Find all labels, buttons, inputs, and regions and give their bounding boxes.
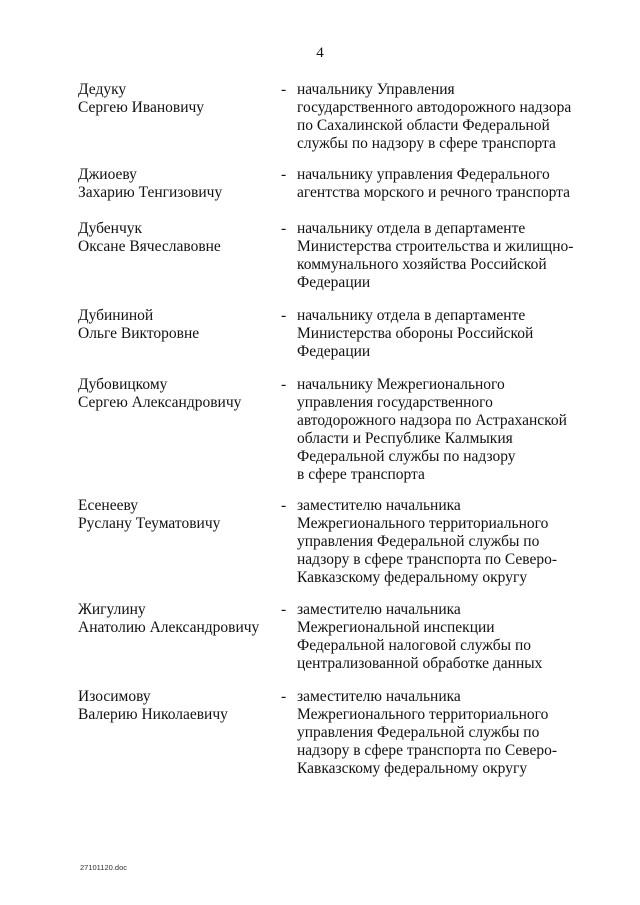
recipient-given-names: Анатолию Александровичу bbox=[78, 619, 260, 636]
position-line: начальнику Межрегионального bbox=[297, 376, 505, 393]
position-line: Федеральной службы по надзору bbox=[297, 448, 516, 465]
recipient-name bbox=[78, 81, 278, 117]
recipient-position bbox=[297, 220, 582, 292]
position-line: службы по надзору в сфере транспорта bbox=[297, 135, 556, 152]
recipient-given-names: Сергею Александровичу bbox=[78, 394, 242, 411]
position-line: Министерства строительства и жилищно- bbox=[297, 238, 574, 255]
recipient-given-names: Ольге Викторовне bbox=[78, 325, 200, 342]
position-line: начальнику Управления bbox=[297, 81, 455, 98]
recipient-name bbox=[78, 220, 278, 256]
position-line: Кавказскому федеральному округу bbox=[297, 569, 528, 586]
dash-separator: - bbox=[281, 688, 287, 705]
position-line: начальнику отдела в департаменте bbox=[297, 307, 526, 324]
recipient-surname: Джиоеву bbox=[78, 166, 137, 183]
position-line: Межрегиональной инспекции bbox=[297, 619, 495, 636]
recipient-name bbox=[78, 376, 278, 412]
document-filename: 27101120.doc bbox=[80, 863, 127, 872]
position-line: агентства морского и речного транспорта bbox=[297, 184, 571, 201]
position-line: Министерства обороны Российской bbox=[297, 325, 534, 342]
recipient-surname: Изосимову bbox=[78, 688, 151, 705]
recipient-given-names: Сергею Ивановичу bbox=[78, 99, 205, 116]
recipient-name bbox=[78, 497, 278, 533]
recipient-position bbox=[297, 497, 582, 587]
recipient-name bbox=[78, 688, 278, 724]
recipient-given-names: Захарию Тенгизовичу bbox=[78, 184, 223, 201]
position-line: заместителю начальника bbox=[297, 497, 461, 514]
dash-separator: - bbox=[281, 497, 287, 514]
position-line: начальнику отдела в департаменте bbox=[297, 220, 526, 237]
recipient-given-names: Руслану Теуматовичу bbox=[78, 515, 221, 532]
dash-separator: - bbox=[281, 166, 287, 183]
dash-separator: - bbox=[281, 601, 287, 618]
position-line: надзору в сфере транспорта по Северо- bbox=[297, 551, 558, 568]
page-number: 4 bbox=[316, 45, 324, 61]
position-line: Федерации bbox=[297, 274, 371, 291]
dash-separator: - bbox=[281, 307, 287, 324]
recipient-position bbox=[297, 601, 582, 673]
recipient-surname: Есенееву bbox=[78, 497, 139, 514]
recipient-position bbox=[297, 688, 582, 778]
position-line: управления Федеральной службы по bbox=[297, 724, 540, 741]
recipient-surname: Дубенчук bbox=[78, 220, 143, 237]
recipient-position bbox=[297, 376, 582, 484]
position-line: управления Федеральной службы по bbox=[297, 533, 540, 550]
position-line: заместителю начальника bbox=[297, 601, 461, 618]
recipient-given-names: Валерию Николаевичу bbox=[78, 706, 228, 723]
dash-separator: - bbox=[281, 220, 287, 237]
position-line: по Сахалинской области Федеральной bbox=[297, 117, 550, 134]
position-line: управления государственного bbox=[297, 394, 493, 411]
recipient-given-names: Оксане Вячеславовне bbox=[78, 238, 221, 255]
position-line: централизованной обработке данных bbox=[297, 655, 543, 672]
position-line: автодорожного надзора по Астраханской bbox=[297, 412, 567, 429]
position-line: Межрегионального территориального bbox=[297, 706, 549, 723]
position-line: государственного автодорожного надзора bbox=[297, 99, 572, 116]
position-line: в сфере транспорта bbox=[297, 466, 425, 483]
recipient-surname: Жигулину bbox=[78, 601, 146, 618]
position-line: Федеральной налоговой службы по bbox=[297, 637, 532, 654]
position-line: Кавказскому федеральному округу bbox=[297, 760, 528, 777]
recipient-surname: Дедуку bbox=[78, 81, 127, 98]
recipient-name bbox=[78, 601, 278, 637]
position-line: надзору в сфере транспорта по Северо- bbox=[297, 742, 558, 759]
position-line: коммунального хозяйства Российской bbox=[297, 256, 547, 273]
recipient-position bbox=[297, 81, 582, 153]
recipient-name bbox=[78, 166, 278, 202]
dash-separator: - bbox=[281, 376, 287, 393]
position-line: Федерации bbox=[297, 343, 371, 360]
position-line: начальнику управления Федерального bbox=[297, 166, 550, 183]
recipient-position bbox=[297, 166, 582, 202]
position-line: Межрегионального территориального bbox=[297, 515, 549, 532]
position-line: заместителю начальника bbox=[297, 688, 461, 705]
dash-separator: - bbox=[281, 81, 287, 98]
position-line: области и Республике Калмыкия bbox=[297, 430, 513, 447]
recipient-position bbox=[297, 307, 582, 361]
recipient-name bbox=[78, 307, 278, 343]
recipient-surname: Дубининой bbox=[78, 307, 154, 324]
recipient-surname: Дубовицкому bbox=[78, 376, 168, 393]
